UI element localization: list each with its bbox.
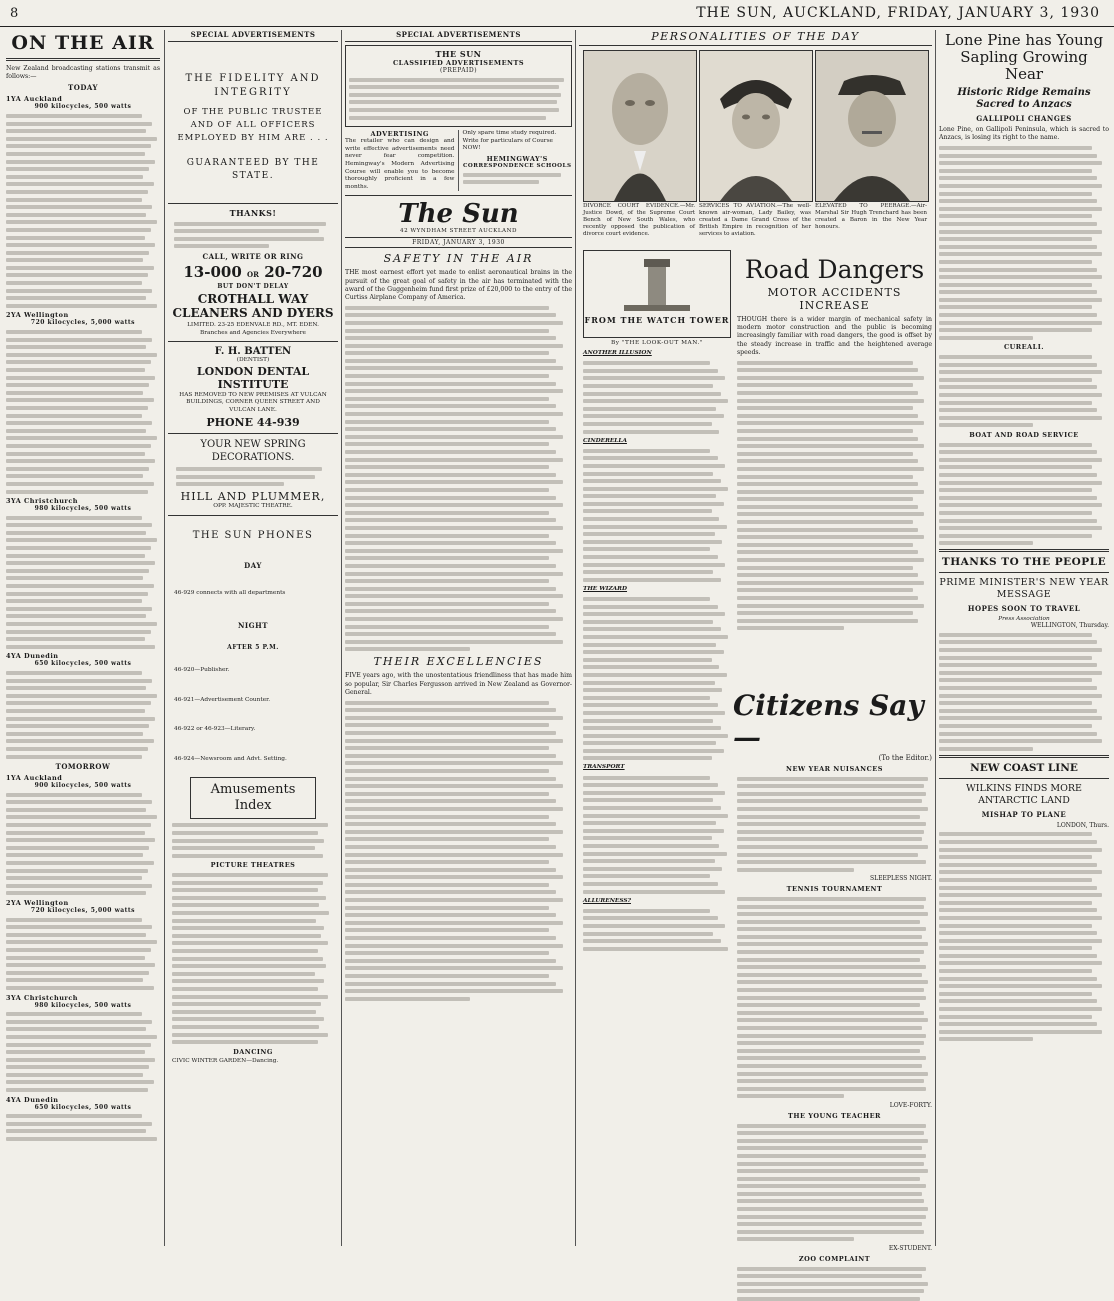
watch-tower-section: FROM THE WATCH TOWER By "THE LOOK-OUT MAN." ANOTHER ILLUSION CINDERELLA THE WIZARD TRANSPORT ALLURENESS?	[583, 250, 731, 1240]
trenchard-portrait	[815, 50, 929, 202]
night-line-2: 46-921—Advertisement Counter.	[174, 696, 271, 703]
lone-pine-lead: Lone Pine, on Gallipoli Peninsula, which is sacred to Anzacs, is losing its right to the name.	[939, 126, 1109, 142]
dateline: THE SUN, AUCKLAND, FRIDAY, JANUARY 3, 1930	[696, 5, 1100, 21]
prime-minister-subhead: PRIME MINISTER'S NEW YEAR MESSAGE	[939, 577, 1109, 601]
column-rule	[341, 30, 342, 1246]
letter-tennis-tournament: TENNIS TOURNAMENT	[786, 885, 883, 894]
batten-phone: PHONE 44-939	[206, 415, 300, 429]
fidelity-heading: THE FIDELITY AND INTEGRITY	[185, 73, 321, 98]
masthead	[0, 0, 1114, 27]
today-heading: TODAY	[68, 83, 98, 93]
station-name: 4YA Dunedin	[6, 652, 59, 661]
special-ads-header: SPECIAL ADVERTISEMENTS	[168, 30, 338, 42]
new-coast-line-heading: NEW COAST LINE	[970, 761, 1078, 774]
station-name: 3YA Christchurch	[6, 497, 79, 506]
spring-heading: YOUR NEW SPRING DECORATIONS.	[200, 438, 306, 463]
safety-in-air-heading: SAFETY IN THE AIR	[383, 252, 534, 266]
special-ads-left-column: SPECIAL ADVERTISEMENTS THE FIDELITY AND INTEGRITY OF THE PUBLIC TRUSTEE AND OF ALL OFFICERS EMPLOYED BY HIM ARE . . . GUARANTEED BY THE STATE. THANKS! CALL, WRITE OR RING 13-000 OR 20-720 BUT DON'T DELAY CROTHALL WAY CLEANERS AND DYERS LIMITED. 23-25 EDENVALE RD., MT. EDEN. Branches and Agencies Everywhere F. H. BATTEN (DENTIST) LONDON DENTAL INSTITUTE HAS REMOVED TO NEW PREMISES AT VULCAN BUILDINGS, CORNER QUEEN STREET AND VULCAN LANE. PHONE 44-939 YOUR NEW SPRING DECORATIONS. HILL AND PLUMMER, OPP. MAJESTIC THEATRE. THE SUN PHONES DAY 46-929 connects with all departments NIGHT AFTER 5 P.M. 46-920—Publisher. 46-921—Advertisement Counter. 46-922 or 46-923—Literary. 46-924—Newsroom and Advt. Setting. Amusements Index PICTURE THEATRES DANCING CIVIC WINTER GARDEN—Dancing.	[168, 30, 338, 1246]
night-line-1: 46-920—Publisher.	[174, 667, 230, 674]
watch-tower-logo: FROM THE WATCH TOWER	[583, 250, 731, 338]
station-name: 1YA Auckland	[6, 95, 63, 104]
station-frequency: 980 kilocycles, 500 watts	[34, 505, 132, 513]
station-name: 3YA Christchurch	[6, 993, 79, 1002]
station-name: 2YA Wellington	[6, 311, 69, 320]
the-sun-flag: The Sun	[398, 199, 519, 230]
dancing-heading: DANCING	[233, 1047, 273, 1056]
picture-theatres-heading: PICTURE THEATRES	[210, 861, 296, 870]
station-frequency: 980 kilocycles, 500 watts	[34, 1001, 132, 1009]
citizens-say-section: Citizens Say— (To the Editor.) NEW YEAR NUISANCES SLEEPLESS NIGHT. TENNIS TOURNAMENT LOVE-FORTY. THE YOUNG TEACHER EX-STUDENT. ZOO COMPLAINT	[737, 690, 932, 1238]
station-frequency: 650 kilocycles, 500 watts	[34, 660, 132, 668]
letter-new-year-nuisances: NEW YEAR NUISANCES	[786, 765, 883, 773]
station-frequency: 720 kilocycles, 5,000 watts	[30, 907, 136, 914]
london-dental-heading: LONDON DENTAL INSTITUTE	[196, 364, 310, 391]
flag-date: FRIDAY, JANUARY 3, 1930	[345, 237, 572, 248]
motor-accidents-subhead: MOTOR ACCIDENTS INCREASE	[767, 286, 902, 312]
wilkins-subhead: WILKINS FINDS MORE ANTARCTIC LAND	[966, 782, 1082, 806]
advertising-body: The retailer who can design and write effective advertisements need never fear competition. Hemingway's Modern Advertising Course will enable you to become thoroughly proficient in a few months.	[345, 138, 455, 190]
amusements-index: Amusements Index	[190, 777, 316, 819]
road-dangers-lead: THOUGH there is a wider margin of mechanical safety in modern motor construction and the public is becoming increasingly familiar with road dangers, the good is offset by the steady increase in traffic and the heightened average speeds.	[737, 316, 932, 356]
tomorrow-heading: TOMORROW	[55, 762, 111, 772]
day-phone-line: 46-929 connects with all departments	[174, 589, 286, 596]
letter-young-teacher: THE YOUNG TEACHER	[788, 1111, 881, 1120]
station-frequency: 900 kilocycles, 500 watts	[34, 103, 132, 111]
editorial-column: SPECIAL ADVERTISEMENTS THE SUN CLASSIFIED ADVERTISEMENTS (PREPAID) ADVERTISING The retailer who can design and write effective advertisements need never fear competition. Hemingway's Modern Advertising Course will enable you to become thoroughly proficient in a few months. Only spare time study required. Write for particulars of Course NOW! HEMINGWAY'S CORRESPONDENCE SCHOOLS The Sun 42 WYNDHAM STREET AUCKLAND FRIDAY, JANUARY 3, 1930 SAFETY IN THE AIR THE most earnest effort yet made to enlist aeronautical brains in the pursuit of the great goal of safety in the air has terminated with the award of the Guggenheim fund first prize of £20,000 to the entry of the Curtiss Airplane Company of America. THEIR EXCELLENCIES FIVE years ago, with the unostentatious friendliness that has made him so popular, Sir Charles Fergusson arrived in New Zealand as Governor-General.	[345, 30, 572, 1246]
crothall-heading: CROTHALL WAY CLEANERS AND DYERS	[172, 291, 334, 320]
lone-pine-heading: Lone Pine has Young Sapling Growing Near	[944, 31, 1104, 83]
phone-b: 20-720	[264, 262, 323, 281]
watch-tower-subhead: ANOTHER ILLUSION	[583, 350, 652, 356]
caption-dowd: DIVORCE COURT EVIDENCE.—Mr. Justice Dowd, of the Supreme Court Bench of New South Wales, who recently opposed the publication of divorce court evidence.	[583, 203, 695, 237]
column-rule	[164, 30, 165, 1246]
station-frequency: 720 kilocycles, 5,000 watts	[30, 319, 136, 327]
sun-phones-heading: THE SUN PHONES	[192, 529, 314, 541]
lady-bailey-portrait	[699, 50, 813, 202]
station-name: 4YA Dunedin	[6, 1095, 59, 1104]
watch-tower-subhead: TRANSPORT	[583, 764, 625, 771]
advertising-heading: ADVERTISING	[370, 130, 429, 139]
citizens-say-heading: Citizens Say—	[733, 689, 924, 754]
hill-plummer: HILL AND PLUMMER,	[180, 489, 326, 503]
lone-pine-subhead: Historic Ridge Remains Sacred to Anzacs	[957, 87, 1091, 110]
station-frequency: 900 kilocycles, 500 watts	[34, 782, 132, 790]
road-dangers-heading: Road Dangers	[744, 255, 925, 284]
batten-heading: F. H. BATTEN	[214, 346, 292, 358]
right-news-column: Lone Pine has Young Sapling Growing Near Historic Ridge Remains Sacred to Anzacs GALLIPOLI CHANGES Lone Pine, on Gallipoli Peninsula, which is sacred to Anzacs, is losing its right to the name. CUREALI. BOAT AND ROAD SERVICE THANKS TO THE PEOPLE PRIME MINISTER'S NEW YEAR MESSAGE HOPES SOON TO TRAVEL Press Association WELLINGTON, Thursday. NEW COAST LINE WILKINS FINDS MORE ANTARCTIC LAND MISHAP TO PLANE LONDON, Thurs.	[939, 30, 1109, 1246]
night-line-4: 46-924—Newsroom and Advt. Setting.	[174, 755, 287, 762]
broadcast-intro: New Zealand broadcasting stations transmit as follows:—	[6, 65, 160, 81]
hemingway-heading: HEMINGWAY'S	[486, 154, 548, 163]
watch-tower-subhead: ALLURENESS?	[583, 897, 631, 904]
column-rule	[575, 30, 576, 1246]
guaranteed-text: GUARANTEED BY THE STATE.	[186, 158, 320, 181]
on-the-air-title: ON THE AIR	[11, 32, 155, 54]
watch-tower-subhead: THE WIZARD	[583, 585, 628, 592]
night-line-3: 46-922 or 46-923—Literary.	[174, 726, 256, 733]
classified-box: THE SUN CLASSIFIED ADVERTISEMENTS (PREPAID)	[345, 45, 572, 127]
thanks-to-people-heading: THANKS TO THE PEOPLE	[941, 556, 1107, 569]
call-write-ring: CALL, WRITE OR RING	[202, 251, 304, 261]
personalities-heading: PERSONALITIES OF THE DAY	[579, 30, 932, 46]
caption-bailey: SERVICES TO AVIATION.—The well-known air-woman, Lady Bailey, was created a Dame Grand Cross of the British Empire in recognition of her services to aviation.	[699, 203, 811, 237]
on-the-air-column	[6, 30, 160, 1246]
page-number: 8	[10, 6, 19, 21]
column-rule	[935, 30, 936, 1246]
safety-in-air-lead: THE most earnest effort yet made to enlist aeronautical brains in the pursuit of the great goal of safety in the air has terminated with the award of the Guggenheim fund first prize of £20,000 to the entry of the Curtiss Airplane Company of America.	[345, 269, 572, 301]
letter-zoo-complaint: ZOO COMPLAINT	[798, 1255, 871, 1264]
phone-a: 13-000	[183, 262, 242, 281]
station-frequency: 650 kilocycles, 500 watts	[34, 1103, 132, 1111]
caption-trenchard: ELEVATED TO PEERAGE.—Air-Marshal Sir Hugh Trenchard has been created a Baron in the New Year honours.	[815, 203, 927, 230]
thanks-heading: THANKS!	[229, 208, 277, 218]
station-name: 2YA Wellington	[6, 899, 69, 907]
excellencies-lead: FIVE years ago, with the unostentatious friendliness that has made him so popular, Sir Charles Fergusson arrived in New Zealand as Governor-General.	[345, 672, 572, 696]
road-dangers-section	[737, 256, 932, 686]
watch-tower-subhead: CINDERELLA	[583, 437, 627, 444]
excellencies-heading: THEIR EXCELLENCIES	[373, 655, 544, 669]
justice-dowd-portrait	[583, 50, 697, 202]
station-name: 1YA Auckland	[6, 774, 63, 783]
public-trustee-text: OF THE PUBLIC TRUSTEE AND OF ALL OFFICERS EMPLOYED BY HIM ARE . . .	[177, 107, 329, 143]
